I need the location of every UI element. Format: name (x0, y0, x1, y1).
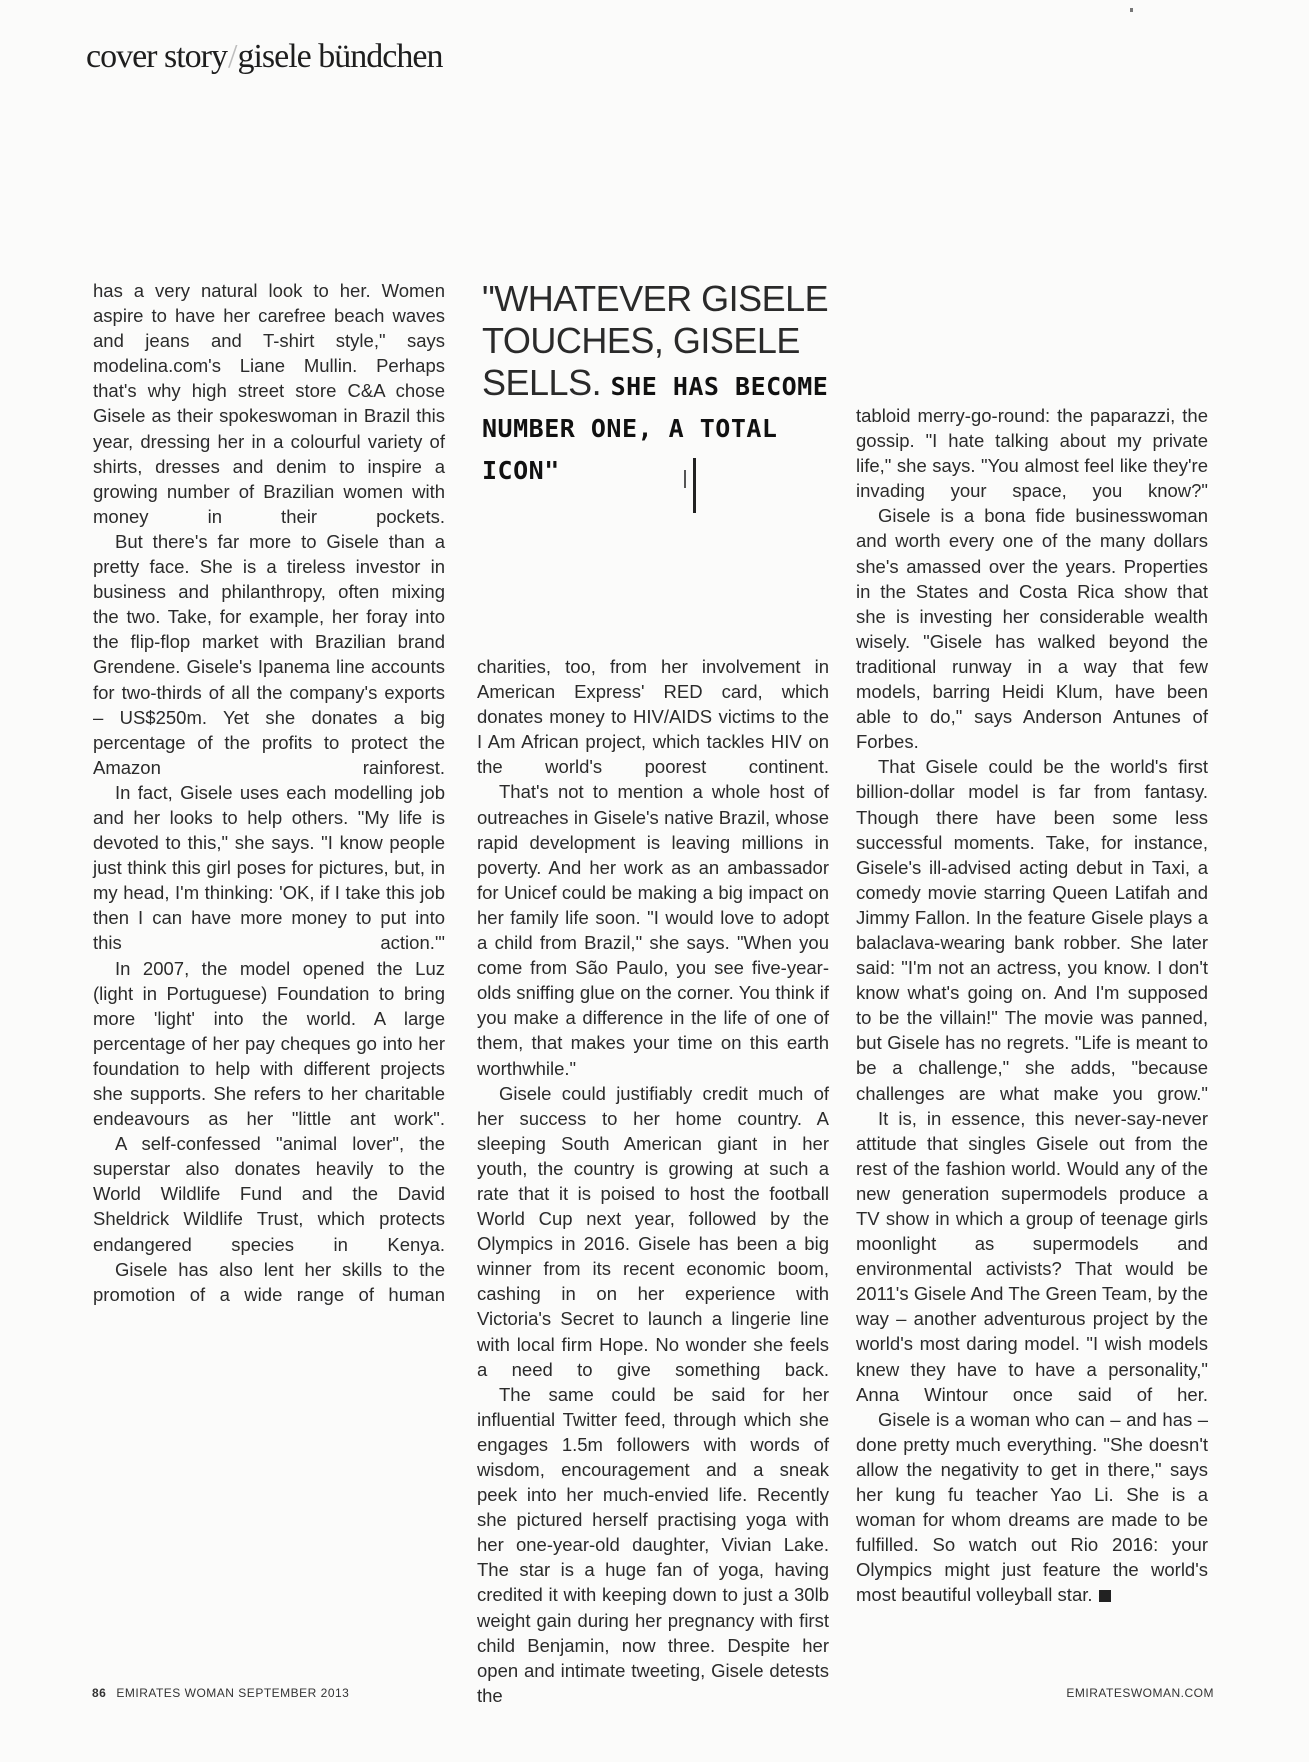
paragraph: It is, in essence, this never-say-never attitude that singles Gisele out from the rest of the fashion world. Would any of the new generation supermodels produce a TV show in which a group of teenage girls moonlight as supermodels and environmental activists? That would be 2011's Gisele And The Green Team, by the way – another adventurous project by the world's most daring model. "I wish models knew they have to have a personality," Anna Wintour once said of her. (856, 1107, 1208, 1405)
paragraph-final-text: Gisele is a woman who can – and has – done pretty much everything. "She doesn't allow the negativity to get in there," says her kung fu teacher Yao Li. She is a woman for whom dreams are made to be fulfilled. So watch out Rio 2016: your Olympics might just feature the world's most beautiful volleyball star. (856, 1408, 1208, 1606)
header-separator: / (228, 38, 237, 75)
pull-quote-typed: "WHATEVER GISELE TOUCHES, GISELE SELLS. (482, 278, 829, 403)
paragraph: Gisele could justifiably credit much of her success to her home country. A sleeping South American giant in her youth, the country is growing at such a rate that it is poised to host the football World Cup next year, followed by the Olympics in 2016. Gisele has been a big winner from its recent economic boom, cashing in on her experience with Victoria's Secret to launch a lingerie line with local firm Hope. No wonder she feels a need to give something back. (477, 1082, 829, 1380)
paragraph: Gisele is a bona fide businesswoman and worth every one of the many dollars she's amassed over the years. Properties in the States and Costa Rica show that she is investing her considerable wealth wisely. "Gisele has walked beyond the traditional runway in a way that few models, barring Heidi Klum, have been able to do," says Anderson Antunes of Forbes. (856, 505, 1208, 753)
article-column-1 (93, 278, 445, 1307)
paragraph: A self-confessed "animal lover", the superstar also donates heavily to the World Wildlife Fund and the David Sheldrick Wildlife Trust, which protects endangered species in Kenya. (93, 1133, 445, 1255)
paragraph: In 2007, the model opened the Luz (light in Portuguese) Foundation to bring more 'light' into the world. A large percentage of her pay cheques go into her foundation to help with different projects she supports. She refers to her charitable endeavours as her "little ant work". (93, 957, 445, 1130)
page-number: 86 (92, 1686, 107, 1700)
pull-quote-handwritten: SHE HAS BECOME NUMBER ONE, A TOTAL ICON" (482, 372, 829, 485)
paragraph: That Gisele could be the world's first billion-dollar model is far from fantasy. Though there have been some less successful moments. Take, for instance, Gisele's ill-advised acting debut in Taxi, a comedy movie starring Queen Latifah and Jimmy Fallon. In the feature Gisele plays a balaclava-wearing bank robber. She later said: "I'm not an actress, you know. I don't know what's going on. And I'm supposed to be the villain!" The movie was panned, but Gisele has no regrets. "Life is meant to be a challenge," she adds, "because challenges are what make you grow." (856, 756, 1208, 1104)
page-footer-left (92, 1686, 349, 1700)
pull-quote (482, 278, 842, 488)
paragraph: That's not to mention a whole host of outreaches in Gisele's native Brazil, whose rapid development is leaving millions in poverty. And her work as an ambassador for Unicef could be making a big impact on her family life soon. "I would love to adopt a child from Brazil," she says. "When you come from São Paulo, you see five-year-olds sniffing glue on the corner. You think if you make a difference in the life of one of them, that makes your time on this earth worthwhile." (477, 781, 829, 1079)
paragraph: has a very natural look to her. Women aspire to have her carefree beach waves and jeans and T-shirt style," says modelina.com's Liane Mullin. Perhaps that's why high street store C&A chose Gisele as their spokeswoman in Brazil this year, dressing her in a colourful variety of shirts, dresses and denim to inspire a growing number of Brazilian women with money in their pockets. (93, 280, 445, 527)
paragraph: Gisele has also lent her skills to the promotion of a wide range of human (93, 1258, 445, 1305)
print-speck (1130, 8, 1133, 12)
paragraph-final (856, 1407, 1208, 1608)
article-column-3 (856, 403, 1208, 1608)
paragraph: In fact, Gisele uses each modelling job and her looks to help others. "My life is devoted to this," she says. "I know people just think this girl poses for pictures, but, in my head, I'm thinking: 'OK, if I take this job then I can have more money to put into this action.'" (93, 781, 445, 954)
ink-drip (693, 458, 696, 513)
ink-drip-small (684, 470, 686, 488)
paragraph: tabloid merry-go-round: the paparazzi, the gossip. "I hate talking about my private life," she says. "You almost feel like they're invading your space, you know?" (856, 405, 1208, 502)
paragraph: charities, too, from her involvement in American Express' RED card, which donates money to HIV/AIDS victims to the I Am African project, which tackles HIV on the world's poorest continent. (477, 656, 829, 778)
website-link[interactable]: EMIRATESWOMAN.COM (1066, 1686, 1214, 1700)
article-column-2 (477, 654, 829, 1708)
publication-info: EMIRATES WOMAN SEPTEMBER 2013 (116, 1686, 350, 1700)
header-section: cover story (86, 38, 228, 75)
paragraph: The same could be said for her influential Twitter feed, through which she engages 1.5m followers with words of wisdom, encouragement and a sneak peek into her much-envied life. Recently she pictured herself practising yoga with her one-year-old daughter, Vivian Lake. The star is a huge fan of yoga, having credited it with keeping down to just a 30lb weight gain during her pregnancy with first child Benjamin, now three. Despite her open and intimate tweeting, Gisele detests the (477, 1383, 829, 1706)
header-subject: gisele bündchen (237, 38, 443, 75)
section-header (86, 38, 442, 76)
paragraph: But there's far more to Gisele than a pretty face. She is a tireless investor in business and philanthropy, often mixing the two. Take, for example, her foray into the flip-flop market with Brazilian brand Grendene. Gisele's Ipanema line accounts for two-thirds of all the company's exports – US$250m. Yet she donates a big percentage of the profits to protect the Amazon rainforest. (93, 530, 445, 778)
end-mark-icon (1099, 1590, 1111, 1602)
